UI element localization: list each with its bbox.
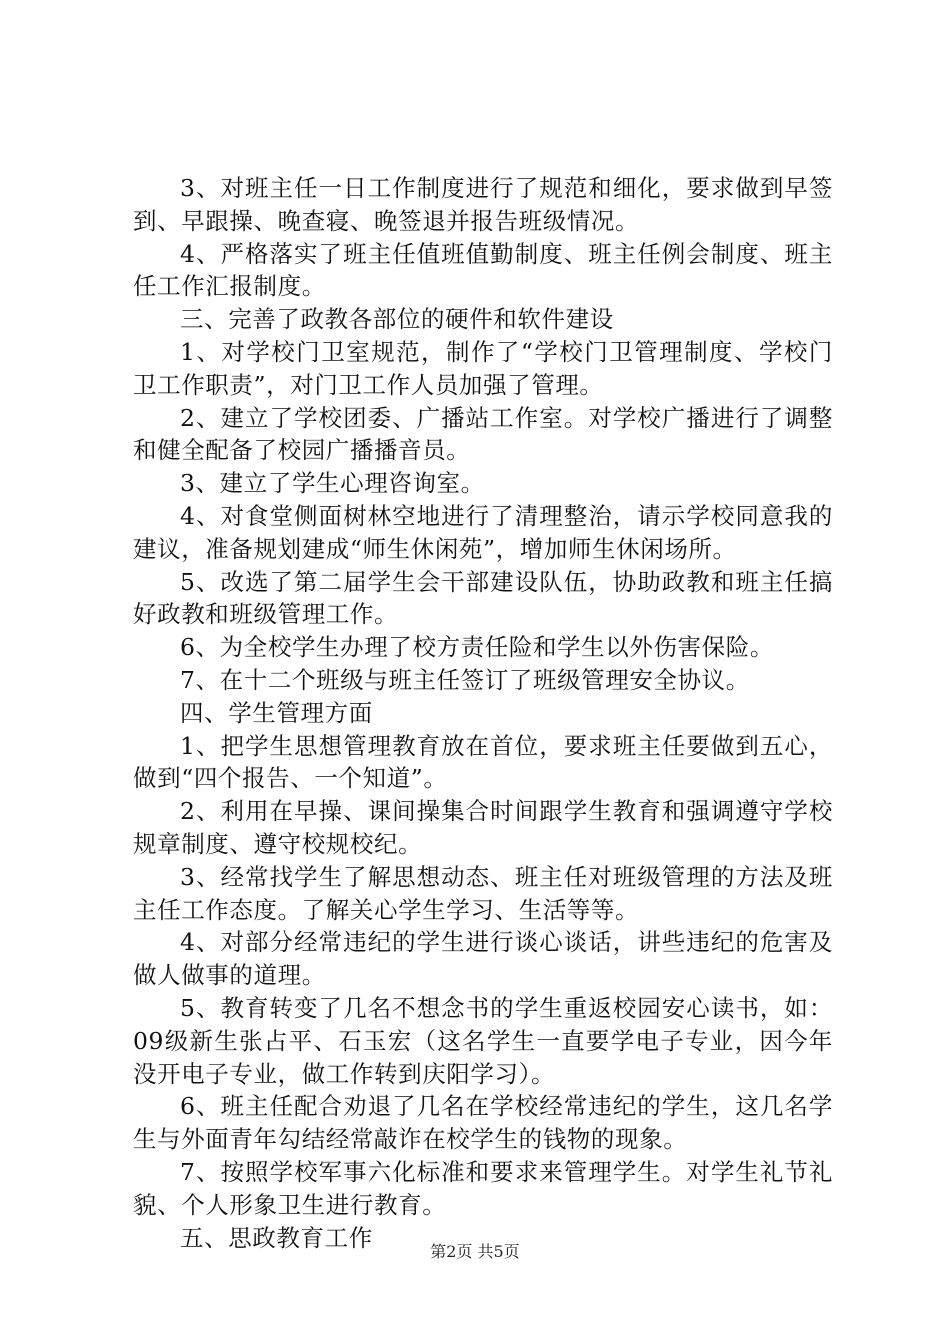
paragraph-item-6-insurance: 6、为全校学生办理了校方责任险和学生以外伤害保险。: [180, 633, 774, 662]
paragraph-item-1-ideology: 1、把学生思想管理教育放在首位，要求班主任要做到五心，做到“四个报告、一个知道”。: [133, 731, 833, 793]
paragraph-item-7-safety-agreement: 7、在十二个班级与班主任签订了班级管理安全协议。: [180, 665, 750, 694]
paragraph-item-3-signin: 3、对班主任一日工作制度进行了规范和细化，要求做到早签到、早跟操、晚查寝、晚签退并报告班级情况。: [133, 174, 833, 235]
paragraph-item-2-morning-exercise: 2、利用在早操、课间操集合时间跟学生教育和强调遵守学校规章制度、遵守校规校纪。: [133, 797, 833, 858]
paragraph-item-3-understand-students: 3、经常找学生了解思想动态、班主任对班级管理的方法及班主任工作态度。了解关心学生学习、生活等等。: [133, 862, 833, 924]
section-heading-3: 三、完善了政教各部位的硬件和软件建设: [180, 305, 614, 334]
paragraph-item-5-student-union: 5、改选了第二届学生会干部建设队伍，协助政教和班主任搞好政教和班级管理工作。: [133, 567, 833, 629]
page-number: 第2页 共5页: [430, 1242, 520, 1261]
paragraph-item-1-guardroom: 1、对学校门卫室规范，制作了“学校门卫管理制度、学校门卫工作职责”，对门卫工作人员加强了管理。: [133, 337, 833, 399]
paragraph-item-4-heart-talks: 4、对部分经常违纪的学生进行谈心谈话，讲些违纪的危害及做人做事的道理。: [133, 928, 833, 990]
paragraph-item-3-counseling: 3、建立了学生心理咨询室。: [180, 469, 485, 498]
paragraph-item-4-duty: 4、严格落实了班主任值班值勤制度、班主任例会制度、班主任工作汇报制度。: [133, 239, 833, 301]
paragraph-item-7-military-standards: 7、按照学校军事六化标准和要求来管理学生。对学生礼节礼貌、个人形象卫生进行教育。: [133, 1157, 833, 1219]
paragraph-item-5-return-to-school: 5、教育转变了几名不想念书的学生重返校园安心读书，如：09级新生张占平、石玉宏（这名学生一直要学电子专业，因今年没开电子专业，做工作转到庆阳学习）。: [133, 993, 833, 1088]
paragraph-item-6-dismissal: 6、班主任配合劝退了几名在学校经常违纪的学生，这几名学生与外面青年勾结经常敲诈在校学生的钱物的现象。: [133, 1092, 833, 1154]
section-heading-4: 四、学生管理方面: [180, 698, 373, 727]
paragraph-item-2-broadcast: 2、建立了学校团委、广播站工作室。对学校广播进行了调整和健全配备了校园广播播音员。: [133, 403, 833, 465]
section-heading-5: 五、思政教育工作: [180, 1223, 373, 1252]
document-body: [133, 172, 833, 1254]
paragraph-item-4-garden: 4、对食堂侧面树林空地进行了清理整治，请示学校同意我的建议，准备规划建成“师生休闲苑”，增加师生休闲场所。: [133, 501, 833, 563]
